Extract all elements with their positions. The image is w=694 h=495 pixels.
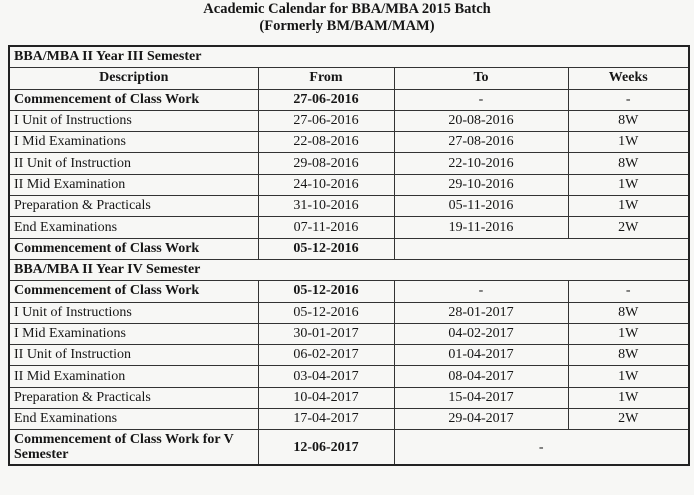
row-to: 19-11-2016: [394, 217, 568, 238]
semester4-rows: [9, 281, 689, 430]
section-heading: BBA/MBA II Year IV Semester: [9, 259, 689, 280]
row-to: 29-04-2017: [394, 409, 568, 430]
row-description: Preparation & Practicals: [9, 387, 258, 408]
row-from: 31-10-2016: [258, 196, 394, 217]
row-weeks: -: [568, 281, 689, 302]
row-description: I Unit of Instructions: [9, 110, 258, 131]
semester3-rows: [9, 89, 689, 238]
section-heading: BBA/MBA II Year III Semester: [9, 46, 689, 68]
row-weeks: 8W: [568, 302, 689, 323]
row-from: 17-04-2017: [258, 409, 394, 430]
calendar-table: [8, 45, 690, 466]
row-to: 05-11-2016: [394, 196, 568, 217]
row-to: 15-04-2017: [394, 387, 568, 408]
row-description: II Mid Examination: [9, 174, 258, 195]
table-row: [9, 110, 689, 131]
row-from: 30-01-2017: [258, 323, 394, 344]
commencement-date: 05-12-2016: [258, 238, 394, 259]
row-from: 24-10-2016: [258, 174, 394, 195]
row-description: II Mid Examination: [9, 366, 258, 387]
row-description: I Mid Examinations: [9, 132, 258, 153]
table-row: [9, 238, 689, 259]
table-row: [9, 217, 689, 238]
row-weeks: 2W: [568, 409, 689, 430]
row-weeks: 1W: [568, 323, 689, 344]
row-description: II Unit of Instruction: [9, 345, 258, 366]
commencement-desc: Commencement of Class Work: [9, 238, 258, 259]
column-header-description: Description: [9, 68, 258, 89]
page-title: Academic Calendar for BBA/MBA 2015 Batch: [203, 1, 491, 17]
commencement-desc: Commencement of Class Work for V Semester: [9, 430, 258, 466]
commencement-date: 12-06-2017: [258, 430, 394, 466]
row-from: 27-06-2016: [258, 89, 394, 110]
table-row: [9, 387, 689, 408]
table-row: [9, 281, 689, 302]
row-weeks: 1W: [568, 196, 689, 217]
row-to: 29-10-2016: [394, 174, 568, 195]
table-row: [9, 345, 689, 366]
row-weeks: 8W: [568, 345, 689, 366]
row-to: 04-02-2017: [394, 323, 568, 344]
row-description: Preparation & Practicals: [9, 196, 258, 217]
row-to: -: [394, 281, 568, 302]
row-from: 27-06-2016: [258, 110, 394, 131]
row-description: II Unit of Instruction: [9, 153, 258, 174]
table-row: [9, 153, 689, 174]
row-from: 03-04-2017: [258, 366, 394, 387]
row-to: 08-04-2017: [394, 366, 568, 387]
section-heading-row: [9, 259, 689, 280]
commencement-to: -: [394, 430, 689, 466]
row-description: End Examinations: [9, 409, 258, 430]
row-description: Commencement of Class Work: [9, 89, 258, 110]
row-weeks: -: [568, 89, 689, 110]
row-description: I Unit of Instructions: [9, 302, 258, 323]
row-from: 29-08-2016: [258, 153, 394, 174]
column-header-row: [9, 68, 689, 89]
row-from: 06-02-2017: [258, 345, 394, 366]
row-weeks: 1W: [568, 174, 689, 195]
column-header-to: To: [394, 68, 568, 89]
row-from: 05-12-2016: [258, 281, 394, 302]
table-row: [9, 196, 689, 217]
table-row: [9, 132, 689, 153]
row-to: 27-08-2016: [394, 132, 568, 153]
row-description: End Examinations: [9, 217, 258, 238]
row-to: 20-08-2016: [394, 110, 568, 131]
row-from: 10-04-2017: [258, 387, 394, 408]
row-description: Commencement of Class Work: [9, 281, 258, 302]
table-row: [9, 89, 689, 110]
row-from: 05-12-2016: [258, 302, 394, 323]
row-from: 07-11-2016: [258, 217, 394, 238]
row-from: 22-08-2016: [258, 132, 394, 153]
row-weeks: 1W: [568, 132, 689, 153]
table-row: [9, 323, 689, 344]
row-weeks: 1W: [568, 366, 689, 387]
row-to: 28-01-2017: [394, 302, 568, 323]
row-to: -: [394, 89, 568, 110]
row-weeks: 8W: [568, 153, 689, 174]
table-row: [9, 174, 689, 195]
table-row: [9, 302, 689, 323]
table-row: [9, 430, 689, 466]
section-heading-row: [9, 46, 689, 68]
page-subtitle: (Formerly BM/BAM/MAM): [259, 18, 435, 34]
table-row: [9, 366, 689, 387]
row-weeks: 2W: [568, 217, 689, 238]
column-header-weeks: Weeks: [568, 68, 689, 89]
row-to: 22-10-2016: [394, 153, 568, 174]
column-header-from: From: [258, 68, 394, 89]
row-description: I Mid Examinations: [9, 323, 258, 344]
row-weeks: 8W: [568, 110, 689, 131]
empty-cell: [394, 238, 689, 259]
row-to: 01-04-2017: [394, 345, 568, 366]
table-row: [9, 409, 689, 430]
row-weeks: 1W: [568, 387, 689, 408]
